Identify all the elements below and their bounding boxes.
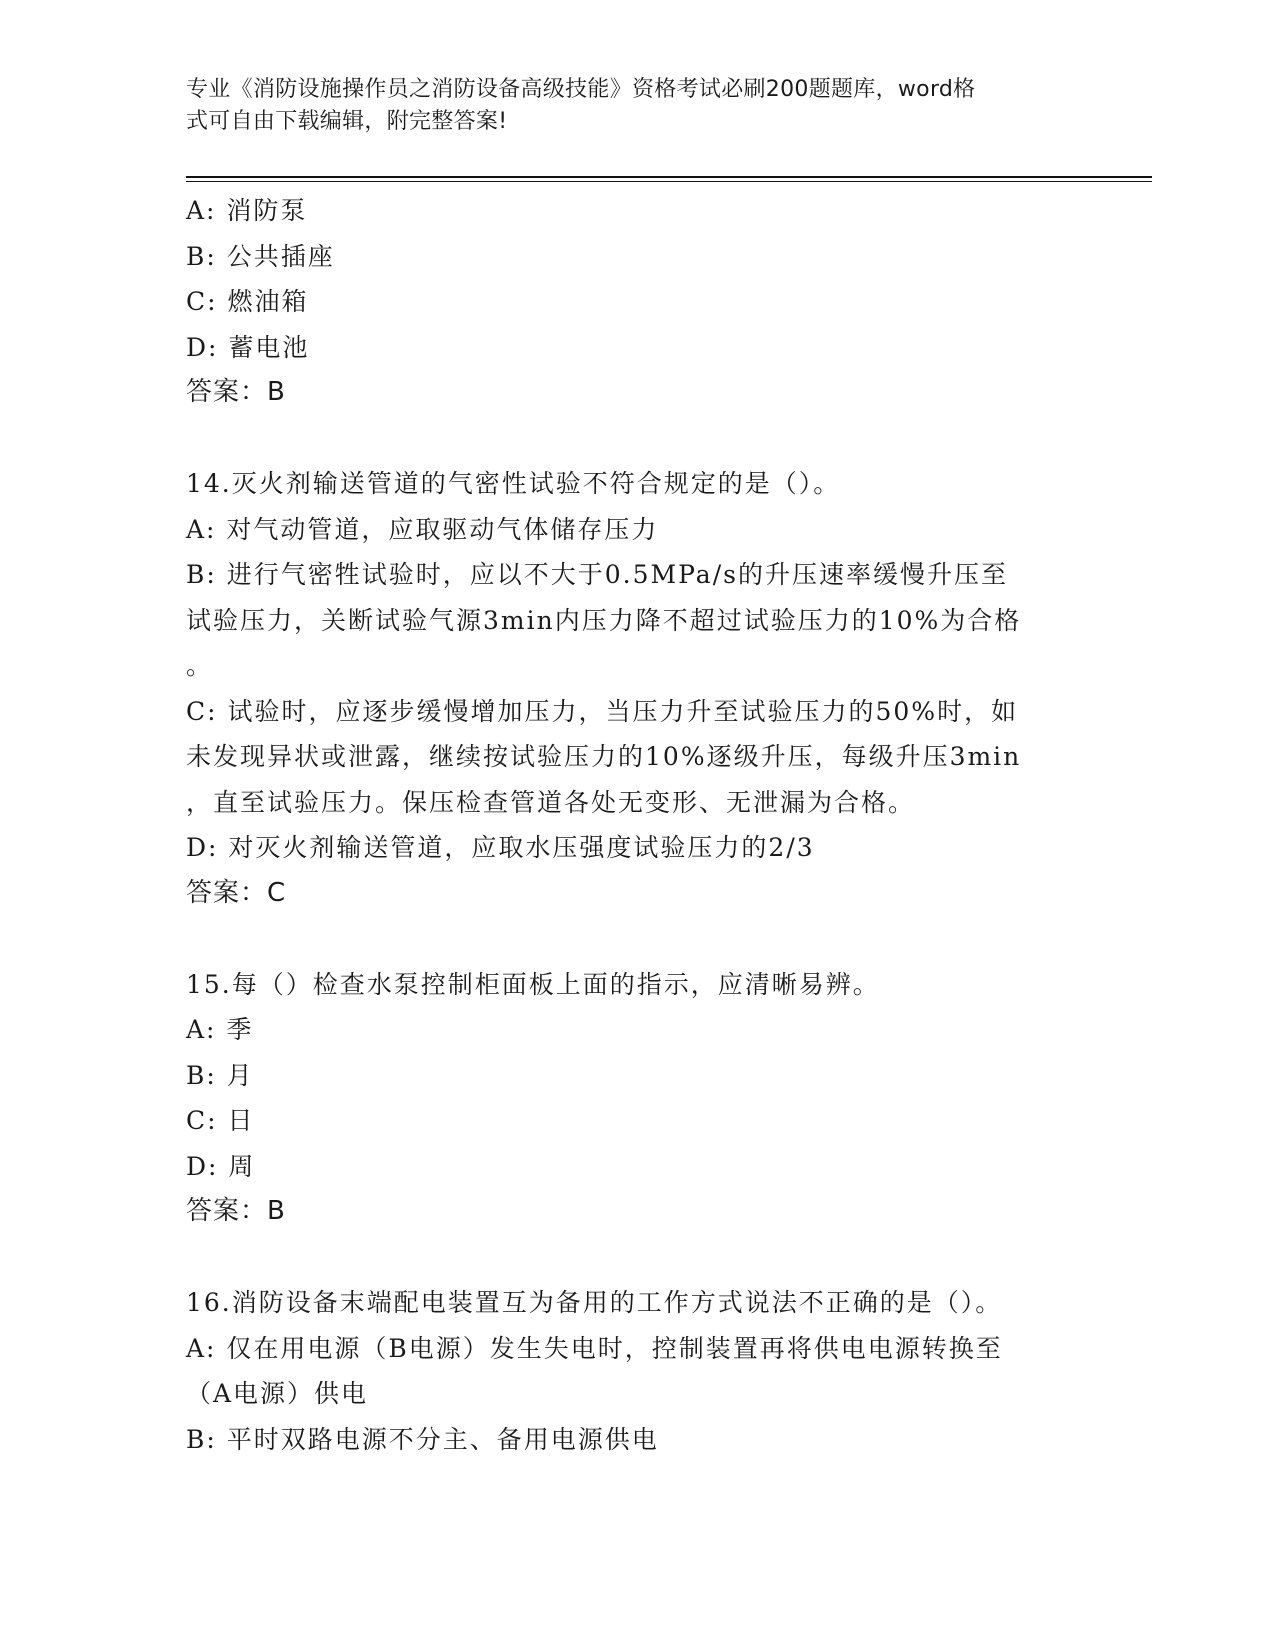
question-content [186,188,1086,1462]
option-c: C: 日 [186,1106,255,1135]
spacer [186,416,1086,462]
question-14 [186,461,1086,916]
spacer [186,916,1086,962]
option-b-line-1: B: 进行气密牲试验时，应以不大于0.5MPa/s的升压速率缓慢升压至 [186,560,1008,589]
option-b-line-2: 试验压力，关断试验气源3min内压力降不超过试验压力的10%为合格 [186,605,1022,635]
option-b-line-3: 。 [186,651,214,680]
question-text: 16.消防设备末端配电装置互为备用的工作方式说法不正确的是（）。 [186,1288,1003,1317]
spacer [186,1235,1086,1281]
option-c-line-2: 未发现异状或泄露，继续按试验压力的10%逐级升压，每级升压3min [186,742,1022,771]
document-header [186,74,1086,138]
header-line-2: 式可自由下载编辑，附完整答案! [186,109,508,134]
option-a-line-2: （A电源）供电 [186,1379,369,1408]
option-b: B: 平时双路电源不分主、备用电源供电 [186,1424,659,1454]
header-divider-thick [186,176,1152,178]
option-c-line-1: C: 试验时，应逐步缓慢增加压力，当压力升至试验压力的50%时，如 [186,696,1019,726]
option-a-line-1: A: 仅在用电源（B电源）发生失电时，控制装置再将供电电源转换至 [186,1333,1003,1363]
question-text: 14.灭火剂输送管道的气密性试验不符合规定的是（）。 [186,469,841,498]
answer: 答案：B [186,377,286,407]
question-16 [186,1280,1086,1462]
question-13-options [186,188,1086,416]
option-c-line-3: ，直至试验压力。保压检查管道各处无变形、无泄漏为合格。 [186,787,916,817]
option-d: D: 对灭火剂输送管道，应取水压强度试验压力的2/3 [186,833,815,862]
option-d: D: 蓄电池 [186,332,310,362]
header-divider-thin [186,181,1152,182]
question-text: 15.每（）检查水泵控制柜面板上面的指示，应清晰易辨。 [186,969,880,999]
question-15 [186,962,1086,1235]
option-b: B: 公共插座 [186,241,335,271]
answer: 答案：C [186,877,287,908]
option-a: A: 消防泵 [186,196,308,225]
option-d: D: 周 [186,1151,256,1181]
header-line-1: 专业《消防设施操作员之消防设备高级技能》资格考试必刷200题题库，word格 [186,77,976,102]
option-a: A: 对气动管道，应取驱动气体储存压力 [186,514,659,544]
option-a: A: 季 [186,1015,254,1044]
answer: 答案：B [186,1196,286,1226]
option-b: B: 月 [186,1060,254,1090]
option-c: C: 燃油箱 [186,287,309,316]
